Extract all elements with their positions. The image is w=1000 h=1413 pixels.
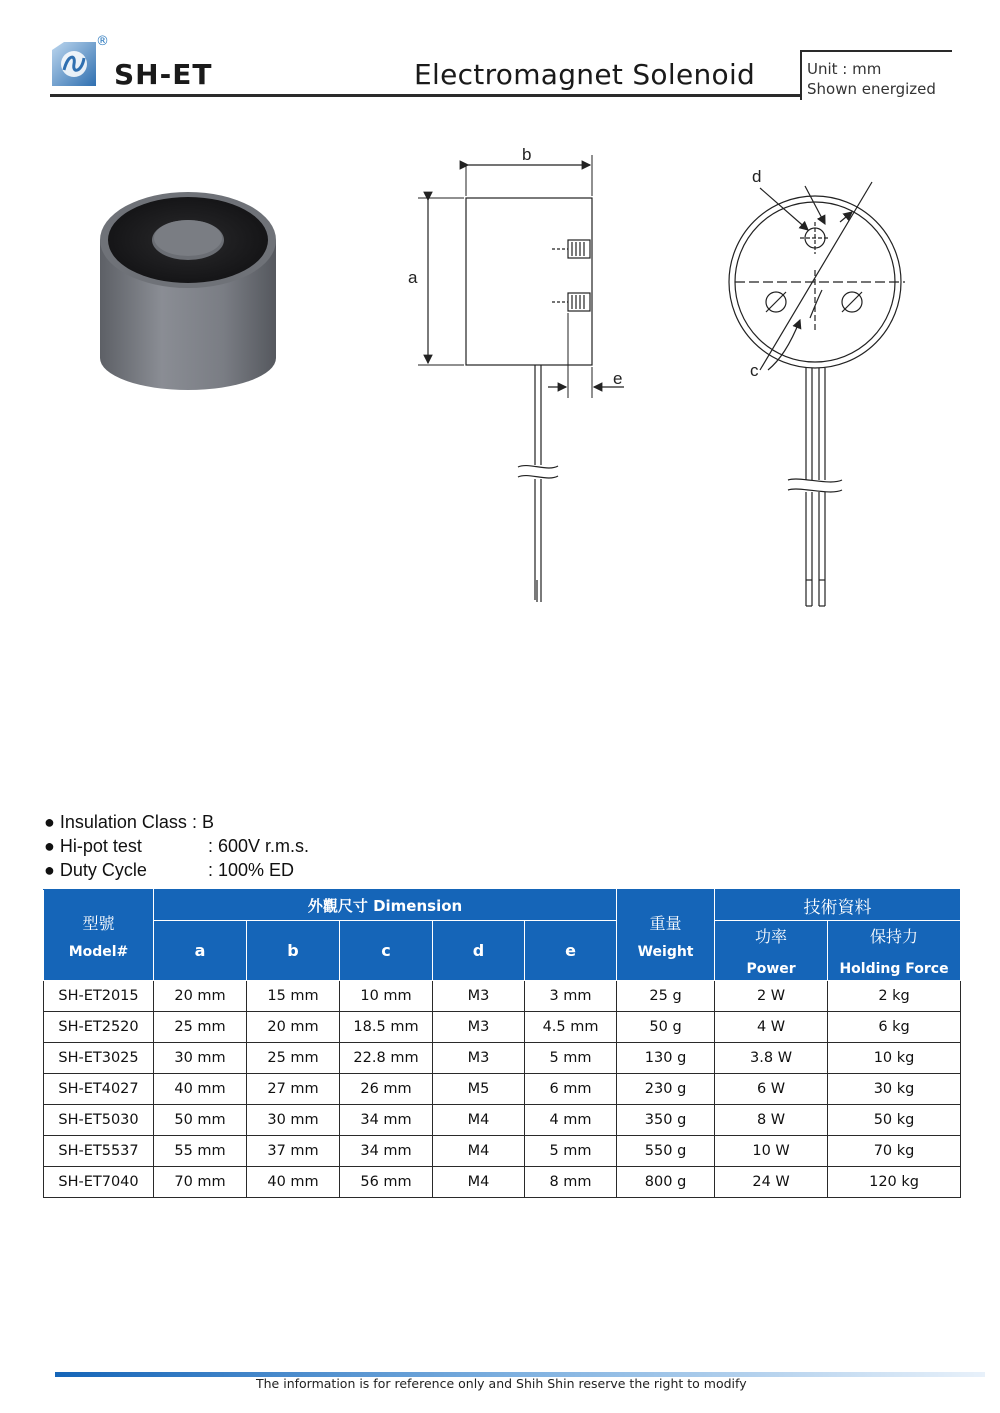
cell-c: 26 mm	[340, 1074, 433, 1105]
table-row	[44, 1074, 961, 1105]
header-model-zh: 型號	[82, 913, 115, 933]
header-weight-en: Weight	[637, 943, 694, 960]
header-power: 功率 Power	[715, 921, 828, 981]
model-spec-table	[43, 889, 961, 1198]
cell-b: 40 mm	[247, 1167, 340, 1198]
cell-a: 20 mm	[154, 981, 247, 1012]
cell-power: 2 W	[715, 981, 828, 1012]
state-note: Shown energized	[807, 80, 936, 98]
cell-e: 5 mm	[525, 1136, 617, 1167]
page-title: Electromagnet Solenoid	[414, 58, 756, 91]
dim-label-d: d	[752, 167, 762, 186]
table-row	[44, 1012, 961, 1043]
cell-power: 6 W	[715, 1074, 828, 1105]
header-dim-b: b	[247, 921, 340, 981]
cell-a: 25 mm	[154, 1012, 247, 1043]
spec-duty-cycle	[44, 860, 444, 882]
cell-weight: 25 g	[617, 981, 715, 1012]
cell-power: 24 W	[715, 1167, 828, 1198]
cell-weight: 230 g	[617, 1074, 715, 1105]
header-dim-d: d	[433, 921, 525, 981]
spec-label: ● Duty Cycle	[44, 860, 147, 880]
cell-holding-force: 70 kg	[828, 1136, 961, 1167]
spec-label: ● Hi-pot test	[44, 836, 142, 856]
cell-b: 20 mm	[247, 1012, 340, 1043]
header-model-en: Model#	[68, 943, 129, 960]
cell-e: 6 mm	[525, 1074, 617, 1105]
spec-insulation	[44, 812, 444, 834]
technical-drawings	[0, 120, 1000, 620]
spec-value: : 100% ED	[208, 860, 295, 880]
header-model	[44, 890, 154, 981]
cell-a: 55 mm	[154, 1136, 247, 1167]
header-rule	[50, 94, 802, 97]
header-weight-zh: 重量	[649, 913, 682, 933]
header-dimension: 外觀尺寸 Dimension	[154, 890, 617, 921]
cell-weight: 130 g	[617, 1043, 715, 1074]
side-view	[418, 155, 624, 602]
cell-model: SH-ET5537	[44, 1136, 154, 1167]
cell-c: 34 mm	[340, 1136, 433, 1167]
cell-b: 27 mm	[247, 1074, 340, 1105]
header-dim-c: c	[340, 921, 433, 981]
header-holding-force: 保持力 Holding Force	[828, 921, 961, 981]
cell-d: M4	[433, 1136, 525, 1167]
cell-d: M4	[433, 1167, 525, 1198]
cell-power: 10 W	[715, 1136, 828, 1167]
cell-weight: 550 g	[617, 1136, 715, 1167]
cell-c: 18.5 mm	[340, 1012, 433, 1043]
table-row	[44, 1105, 961, 1136]
cell-d: M3	[433, 1043, 525, 1074]
cell-holding-force: 2 kg	[828, 981, 961, 1012]
cell-a: 50 mm	[154, 1105, 247, 1136]
registered-mark: ®	[96, 34, 109, 49]
cell-weight: 800 g	[617, 1167, 715, 1198]
footer-disclaimer: The information is for reference only and Shih Shin reserve the right to modify	[256, 1376, 747, 1391]
dim-label-a: a	[408, 268, 418, 287]
unit-label: Unit : mm	[807, 60, 882, 78]
cell-holding-force: 50 kg	[828, 1105, 961, 1136]
cell-b: 30 mm	[247, 1105, 340, 1136]
cell-c: 56 mm	[340, 1167, 433, 1198]
cell-holding-force: 6 kg	[828, 1012, 961, 1043]
cell-model: SH-ET2015	[44, 981, 154, 1012]
cell-b: 37 mm	[247, 1136, 340, 1167]
cell-model: SH-ET4027	[44, 1074, 154, 1105]
spec-hipot	[44, 836, 444, 858]
cell-weight: 50 g	[617, 1012, 715, 1043]
header-dim-e: e	[525, 921, 617, 981]
cell-b: 15 mm	[247, 981, 340, 1012]
header-dim-a: a	[154, 921, 247, 981]
cell-holding-force: 30 kg	[828, 1074, 961, 1105]
table-row	[44, 1167, 961, 1198]
table-row	[44, 981, 961, 1012]
cell-c: 34 mm	[340, 1105, 433, 1136]
dim-label-c: c	[750, 361, 759, 380]
cell-model: SH-ET3025	[44, 1043, 154, 1074]
cell-e: 4.5 mm	[525, 1012, 617, 1043]
brand-name: SH-ET	[114, 58, 213, 91]
cell-model: SH-ET7040	[44, 1167, 154, 1198]
cell-c: 10 mm	[340, 981, 433, 1012]
cell-c: 22.8 mm	[340, 1043, 433, 1074]
spec-value: : 600V r.m.s.	[208, 836, 310, 856]
cell-e: 4 mm	[525, 1105, 617, 1136]
front-view	[729, 182, 905, 606]
dim-label-b: b	[522, 145, 532, 164]
cell-e: 5 mm	[525, 1043, 617, 1074]
cell-a: 70 mm	[154, 1167, 247, 1198]
cell-model: SH-ET5030	[44, 1105, 154, 1136]
table-row	[44, 1136, 961, 1167]
cell-power: 3.8 W	[715, 1043, 828, 1074]
product-render	[100, 192, 276, 390]
cell-weight: 350 g	[617, 1105, 715, 1136]
header-weight	[617, 890, 715, 981]
cell-a: 30 mm	[154, 1043, 247, 1074]
cell-d: M3	[433, 1012, 525, 1043]
brand-logo	[50, 40, 98, 88]
spec-label: ● Insulation Class : B	[44, 812, 214, 832]
header-tech-data: 技術資料	[715, 890, 961, 921]
dim-label-e: e	[613, 369, 623, 388]
cell-power: 4 W	[715, 1012, 828, 1043]
cell-b: 25 mm	[247, 1043, 340, 1074]
cell-d: M4	[433, 1105, 525, 1136]
cell-d: M5	[433, 1074, 525, 1105]
cell-power: 8 W	[715, 1105, 828, 1136]
cell-e: 3 mm	[525, 981, 617, 1012]
cell-d: M3	[433, 981, 525, 1012]
table-row	[44, 1043, 961, 1074]
cell-model: SH-ET2520	[44, 1012, 154, 1043]
cell-a: 40 mm	[154, 1074, 247, 1105]
cell-holding-force: 10 kg	[828, 1043, 961, 1074]
cell-holding-force: 120 kg	[828, 1167, 961, 1198]
cell-e: 8 mm	[525, 1167, 617, 1198]
